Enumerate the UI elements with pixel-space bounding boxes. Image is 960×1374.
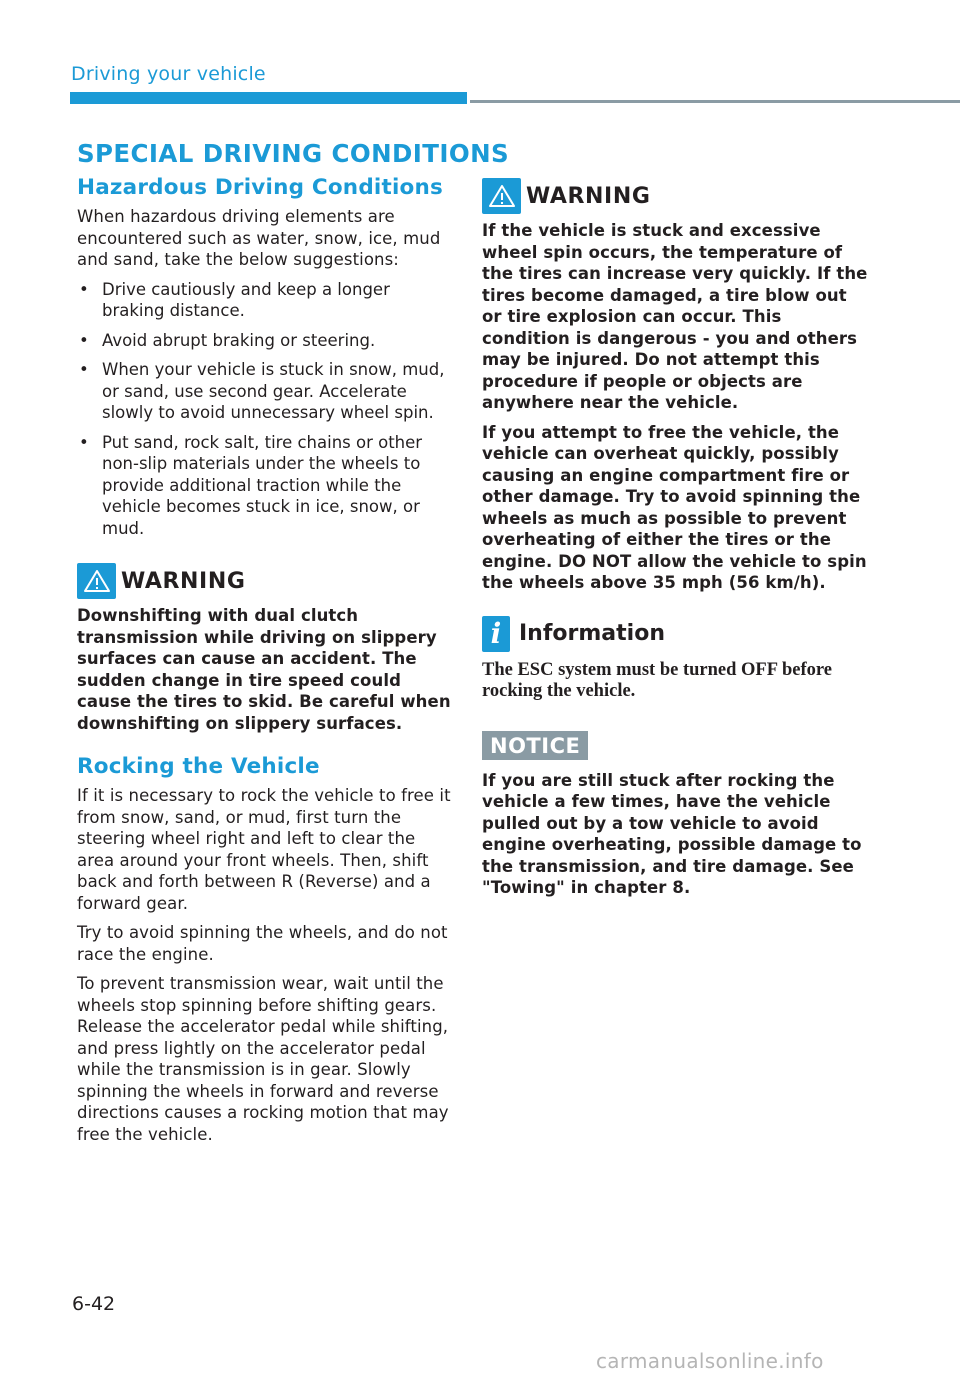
warning-label: WARNING: [121, 568, 246, 594]
bullet-marker: •: [79, 360, 89, 379]
rocking-paragraph: If it is necessary to rock the vehicle to free it from snow, sand, or mud, first turn the steering wheel right and left to clear the area around your front wheels. Then, shift back and forth between R (Reverse) and a forward gear.: [77, 786, 451, 913]
information-label: Information: [519, 621, 665, 646]
information-icon: i: [482, 616, 510, 652]
warning-header: [482, 178, 872, 214]
list-item: [77, 279, 457, 322]
rocking-paragraph: To prevent transmission wear, wait until the wheels stop spinning before shifting gears. Release the accelerator pedal while shifting, and press lightly on the accelerator pedal while the transmission is in gear. Slowly spinning the wheels in forward and reverse directions causes a rocking motion that may free the vehicle.: [77, 974, 449, 1144]
warning-header: [77, 563, 457, 599]
left-column: [77, 175, 457, 1153]
notice-text: If you are still stuck after rocking the vehicle a few times, have the vehicle pulled out by a tow vehicle to avoid engine overheating, possible damage to the transmission, and tire damage. See "Towing" in chapter 8.: [482, 770, 862, 897]
list-item-text: Drive cautiously and keep a longer braking distance.: [102, 279, 390, 320]
list-item-text: Avoid abrupt braking or steering.: [102, 330, 376, 350]
section-title: SPECIAL DRIVING CONDITIONS: [77, 139, 510, 168]
header-rule-accent: [70, 92, 467, 104]
list-item: [77, 359, 457, 424]
list-item-text: When your vehicle is stuck in snow, mud, or sand, use second gear. Accelerate slowly to avoid unnecessary wheel spin.: [102, 360, 445, 422]
hazardous-suggestion-list: [77, 279, 457, 540]
warning-text: If the vehicle is stuck and excessive wheel spin occurs, the temperature of the tires can increase very quickly. If the tires become damaged, a tire blow out or tire explosion can occur. This condition is dangerous - you and others may be injured. Do not attempt this procedure if people or objects are anywhere near the vehicle.: [482, 221, 868, 412]
right-column: [482, 178, 872, 907]
chapter-title: Driving your vehicle: [71, 63, 266, 85]
warning-text: If you attempt to free the vehicle, the vehicle can overheat quickly, possibly causing an engine compartment fire or other damage. Try to avoid spinning the wheels as much as possible to prevent overheating of either the tires or the engine. DO NOT allow the vehicle to spin the wheels above 35 mph (56 km/h).: [482, 422, 867, 592]
page-number: 6-42: [72, 1293, 116, 1315]
warning-text: Downshifting with dual clutch transmission while driving on slippery surfaces can cause an accident. The sudden change in tire speed could cause the tires to skid. Be careful when downshifting on slippery surfaces.: [77, 606, 451, 733]
list-item: [77, 330, 457, 352]
subheading-rocking: Rocking the Vehicle: [77, 754, 320, 779]
information-text: The ESC system must be turned OFF before rocking the vehicle.: [482, 659, 832, 701]
list-item: [77, 432, 457, 540]
bullet-marker: •: [79, 330, 89, 350]
warning-triangle-icon: [77, 563, 116, 599]
bullet-marker: •: [79, 432, 89, 452]
hazardous-intro: When hazardous driving elements are encountered such as water, snow, ice, mud and sand, take the below suggestions:: [77, 207, 441, 269]
warning-triangle-icon: [482, 178, 521, 214]
warning-label: WARNING: [526, 183, 651, 209]
list-item-text: Put sand, rock salt, tire chains or other non-slip materials under the wheels to provide additional traction while the vehicle becomes stuck in ice, snow, or mud.: [102, 432, 423, 538]
information-header: [482, 616, 872, 652]
bullet-marker: •: [79, 279, 89, 299]
rocking-paragraph: Try to avoid spinning the wheels, and do not race the engine.: [77, 923, 448, 964]
header-rule-gray: [470, 100, 960, 103]
subheading-hazardous: Hazardous Driving Conditions: [77, 175, 443, 200]
notice-badge: NOTICE: [482, 731, 588, 760]
watermark: carmanualsonline.info: [596, 1349, 824, 1373]
